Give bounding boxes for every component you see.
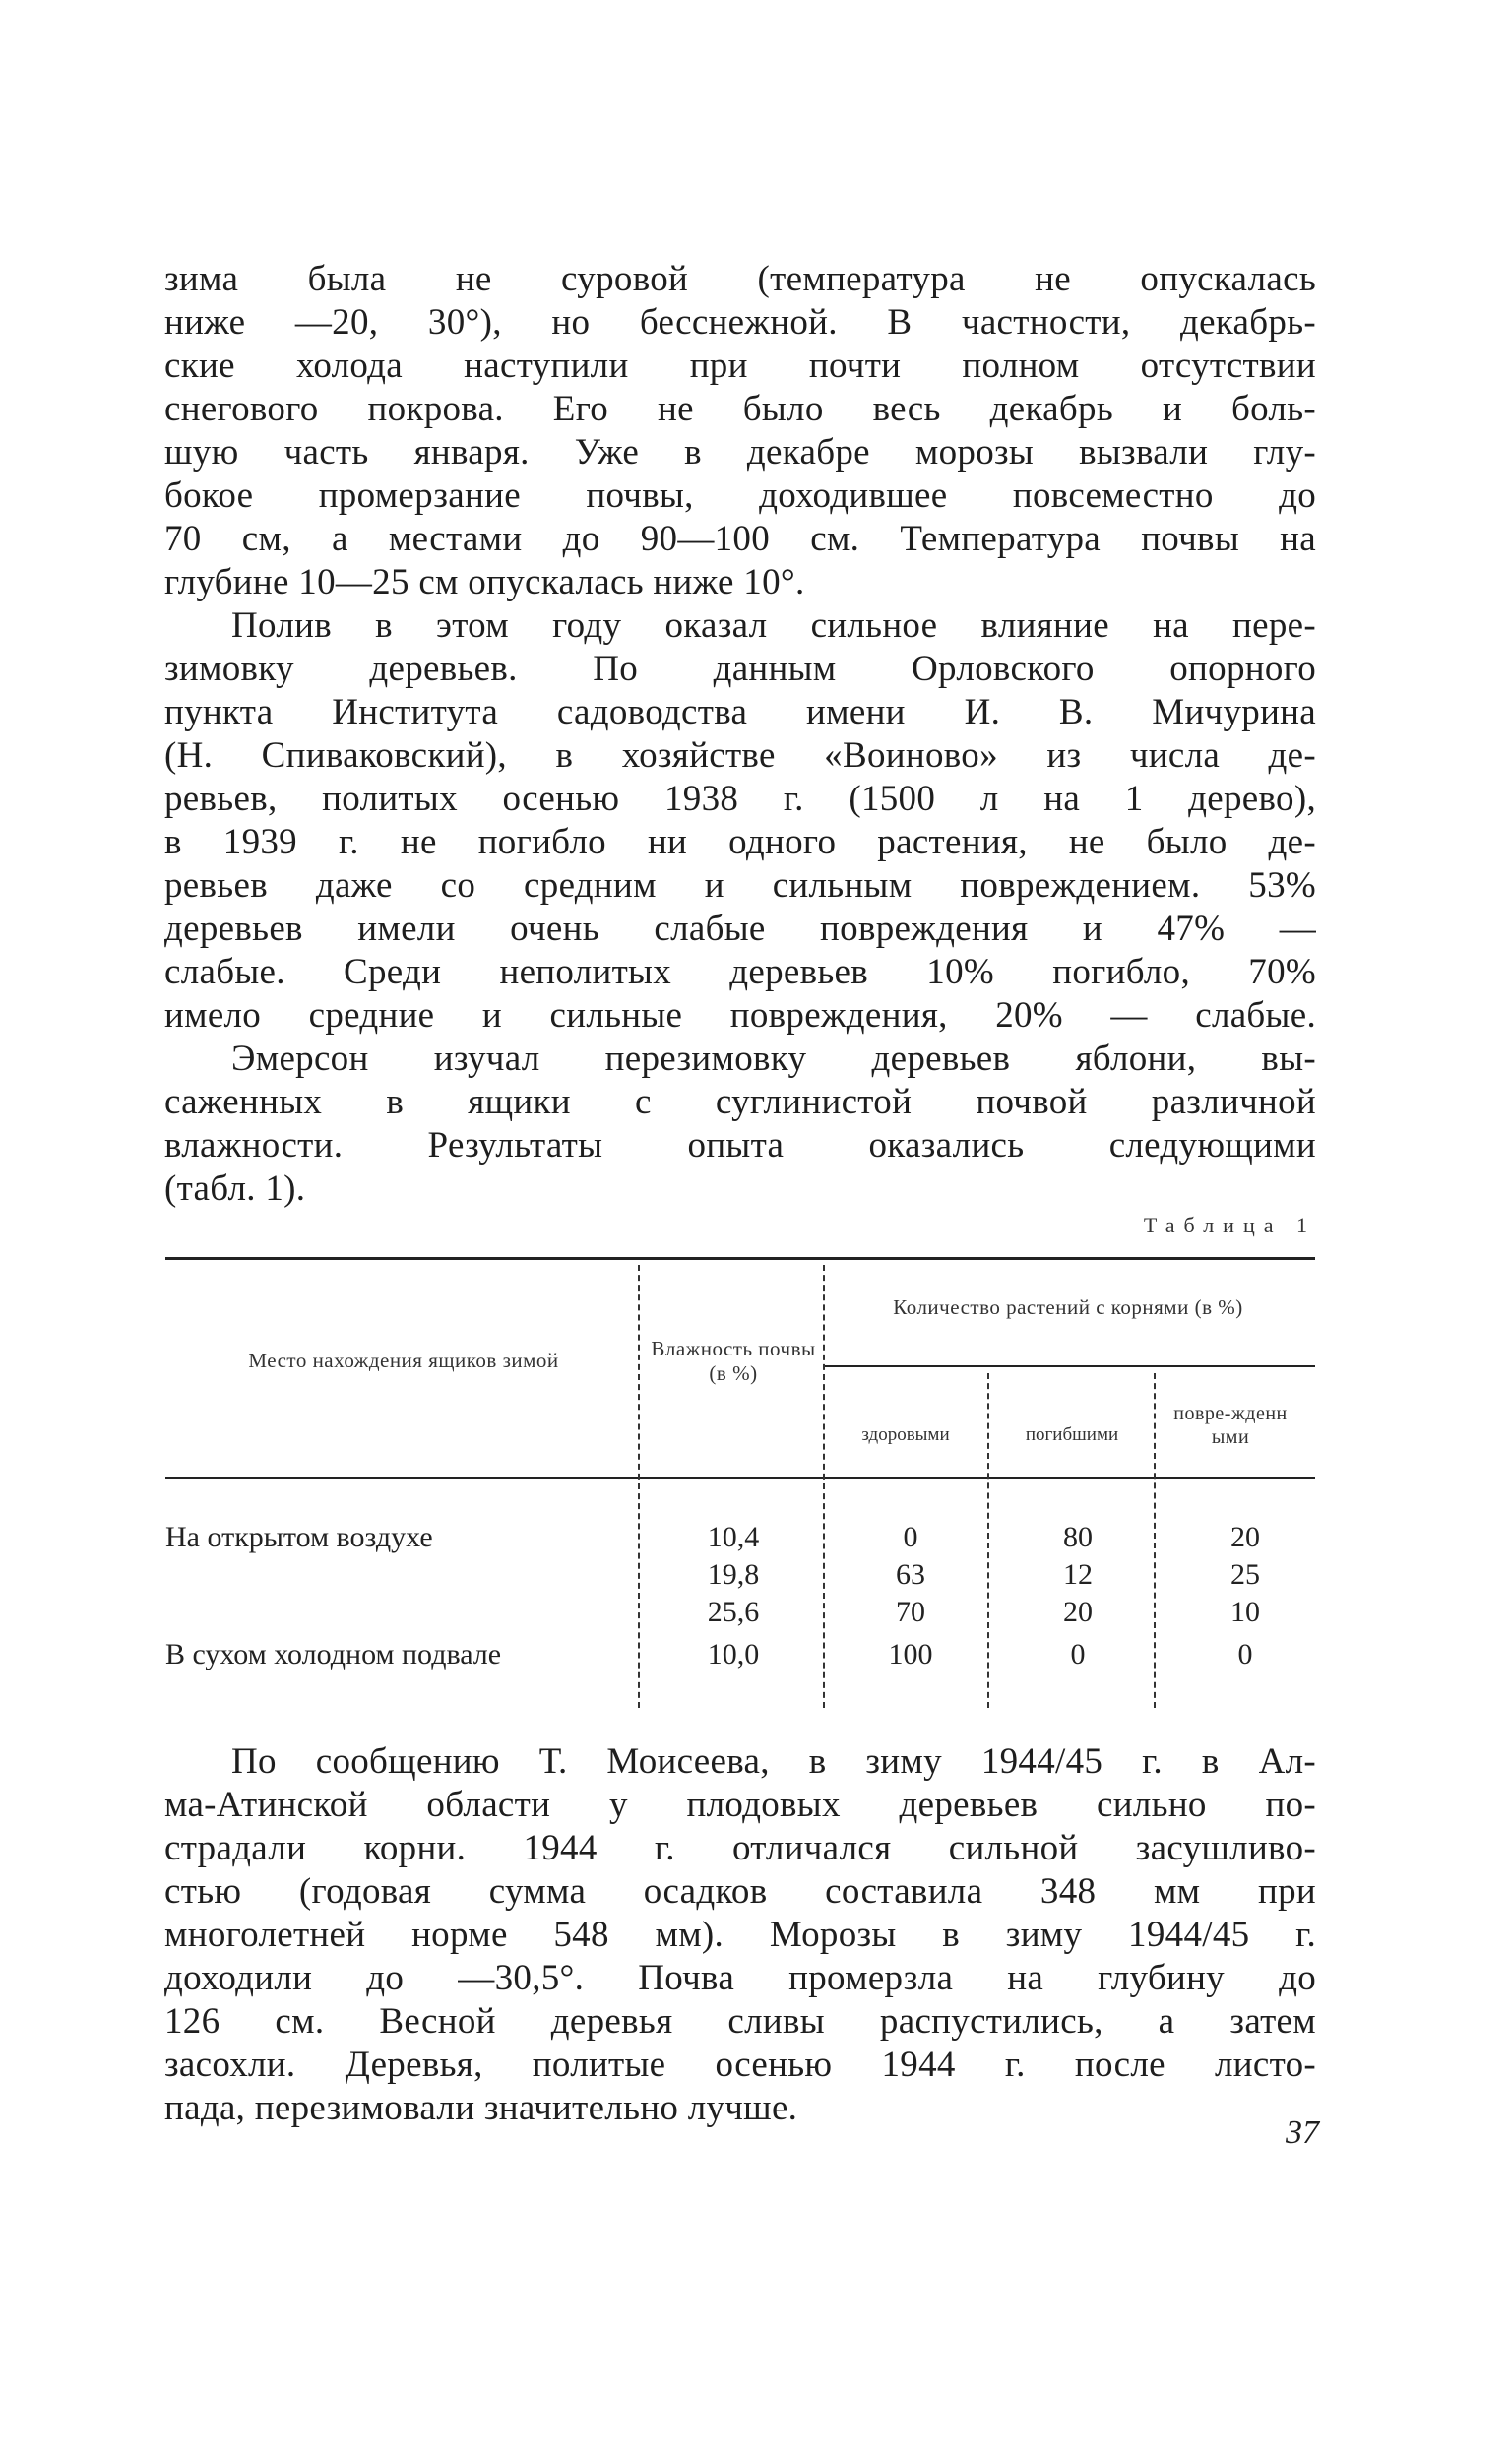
- text-line: (Н. Спиваковский), в хозяйстве «Воиново» из числа де-: [164, 735, 1316, 776]
- row-4-damaged: 0: [1237, 1638, 1253, 1670]
- header-dead: погибшими: [1025, 1424, 1119, 1445]
- text-line: стью (годовая сумма осадков составила 348 мм при: [164, 1871, 1316, 1912]
- text-line: страдали корни. 1944 г. отличался сильной засушливо-: [164, 1828, 1316, 1868]
- header-damaged: повре-жденными: [1173, 1403, 1288, 1448]
- paragraph-3: [164, 1038, 1316, 1211]
- text-line: (табл. 1).: [164, 1168, 306, 1209]
- text-line: ревьев даже со средним и сильным повреждением. 53%: [164, 865, 1316, 906]
- row-4-location: В сухом холодном подвале: [165, 1638, 502, 1670]
- row-4-dead: 0: [1070, 1638, 1086, 1670]
- page-number: 37: [1286, 2114, 1319, 2151]
- paragraph-4: [164, 1740, 1316, 2130]
- header-root-count: Количество растений с корнями (в %): [893, 1295, 1243, 1319]
- text-line: глубине 10—25 см опускалась ниже 10°.: [164, 562, 805, 602]
- text-line: зима была не суровой (температура не опускалась: [164, 259, 1316, 299]
- row-3-dead: 20: [1063, 1596, 1093, 1628]
- paragraph-2: [164, 604, 1316, 1038]
- text-line: слабые. Среди неполитых деревьев 10% погибло, 70%: [164, 952, 1316, 992]
- column-divider: [987, 1373, 989, 1708]
- row-1-moisture: 10,4: [707, 1521, 760, 1553]
- text-line: зимовку деревьев. По данным Орловского опорного: [164, 649, 1316, 689]
- row-3-damaged: 10: [1230, 1596, 1260, 1628]
- text-line: ма-Атинской области у плодовых деревьев сильно по-: [164, 1785, 1316, 1825]
- text-line: деревьев имели очень слабые повреждения и 47% —: [164, 909, 1316, 949]
- text-line: 126 см. Весной деревья сливы распустились, а затем: [164, 2001, 1316, 2042]
- header-moisture: Влажность почвы (в %): [651, 1337, 816, 1385]
- row-2-healthy: 63: [896, 1558, 925, 1591]
- row-2-dead: 12: [1063, 1558, 1093, 1591]
- text-line: имело средние и сильные повреждения, 20% — слабые.: [164, 995, 1316, 1036]
- table-caption: Таблица 1: [1143, 1213, 1316, 1237]
- row-1-damaged: 20: [1230, 1521, 1260, 1553]
- text-line: шую часть января. Уже в декабре морозы вызвали глу-: [164, 432, 1316, 472]
- column-divider: [1154, 1373, 1156, 1708]
- text-line: ские холода наступили при почти полном отсутствии: [164, 346, 1316, 386]
- row-3-moisture: 25,6: [707, 1596, 760, 1628]
- text-line: в 1939 г. не погибло ни одного растения, не было де-: [164, 822, 1316, 862]
- text-line: Эмерсон изучал перезимовку деревьев яблони, вы-: [231, 1039, 1316, 1079]
- text-line: многолетней норме 548 мм). Морозы в зиму 1944/45 г.: [164, 1915, 1316, 1955]
- row-2-damaged: 25: [1230, 1558, 1260, 1591]
- text-line: доходили до —30,5°. Почва промерзла на глубину до: [164, 1958, 1316, 1998]
- text-line: пада, перезимовали значительно лучше.: [164, 2088, 798, 2128]
- text-line: бокое промерзание почвы, доходившее повсеместно до: [164, 475, 1316, 516]
- column-divider: [823, 1265, 825, 1708]
- table-header-bottom-rule: [165, 1477, 1315, 1479]
- text-line: засохли. Деревья, политые осенью 1944 г. после листо-: [164, 2045, 1316, 2085]
- text-line: снегового покрова. Его не было весь декабрь и боль-: [164, 389, 1316, 429]
- text-line: саженных в ящики с суглинистой почвой различной: [164, 1082, 1316, 1122]
- row-1-healthy: 0: [903, 1521, 918, 1553]
- table-top-rule: [165, 1257, 1315, 1260]
- text-line: влажности. Результаты опыта оказались следующими: [164, 1125, 1316, 1166]
- text-line: пункта Института садоводства имени И. В. Мичурина: [164, 692, 1316, 732]
- text-line: 70 см, а местами до 90—100 см. Температура почвы на: [164, 519, 1316, 559]
- row-4-healthy: 100: [888, 1638, 933, 1670]
- row-1-location: На открытом воздухе: [165, 1521, 433, 1553]
- row-4-moisture: 10,0: [707, 1638, 760, 1670]
- header-location: Место нахождения ящиков зимой: [248, 1349, 559, 1372]
- table-subheader-rule: [825, 1365, 1315, 1367]
- paragraph-1: [164, 258, 1316, 604]
- row-3-healthy: 70: [896, 1596, 925, 1628]
- column-divider: [638, 1265, 640, 1708]
- text-line: ниже —20, 30°), но бесснежной. В частности, декабрь-: [164, 302, 1316, 343]
- row-2-moisture: 19,8: [707, 1558, 760, 1591]
- row-1-dead: 80: [1063, 1521, 1093, 1553]
- text-line: ревьев, политых осенью 1938 г. (1500 л на 1 дерево),: [164, 779, 1316, 819]
- header-healthy: здоровыми: [861, 1424, 950, 1445]
- text-line: Полив в этом году оказал сильное влияние на пере-: [231, 605, 1316, 646]
- text-line: По сообщению Т. Моисеева, в зиму 1944/45 г. в Ал-: [231, 1741, 1316, 1782]
